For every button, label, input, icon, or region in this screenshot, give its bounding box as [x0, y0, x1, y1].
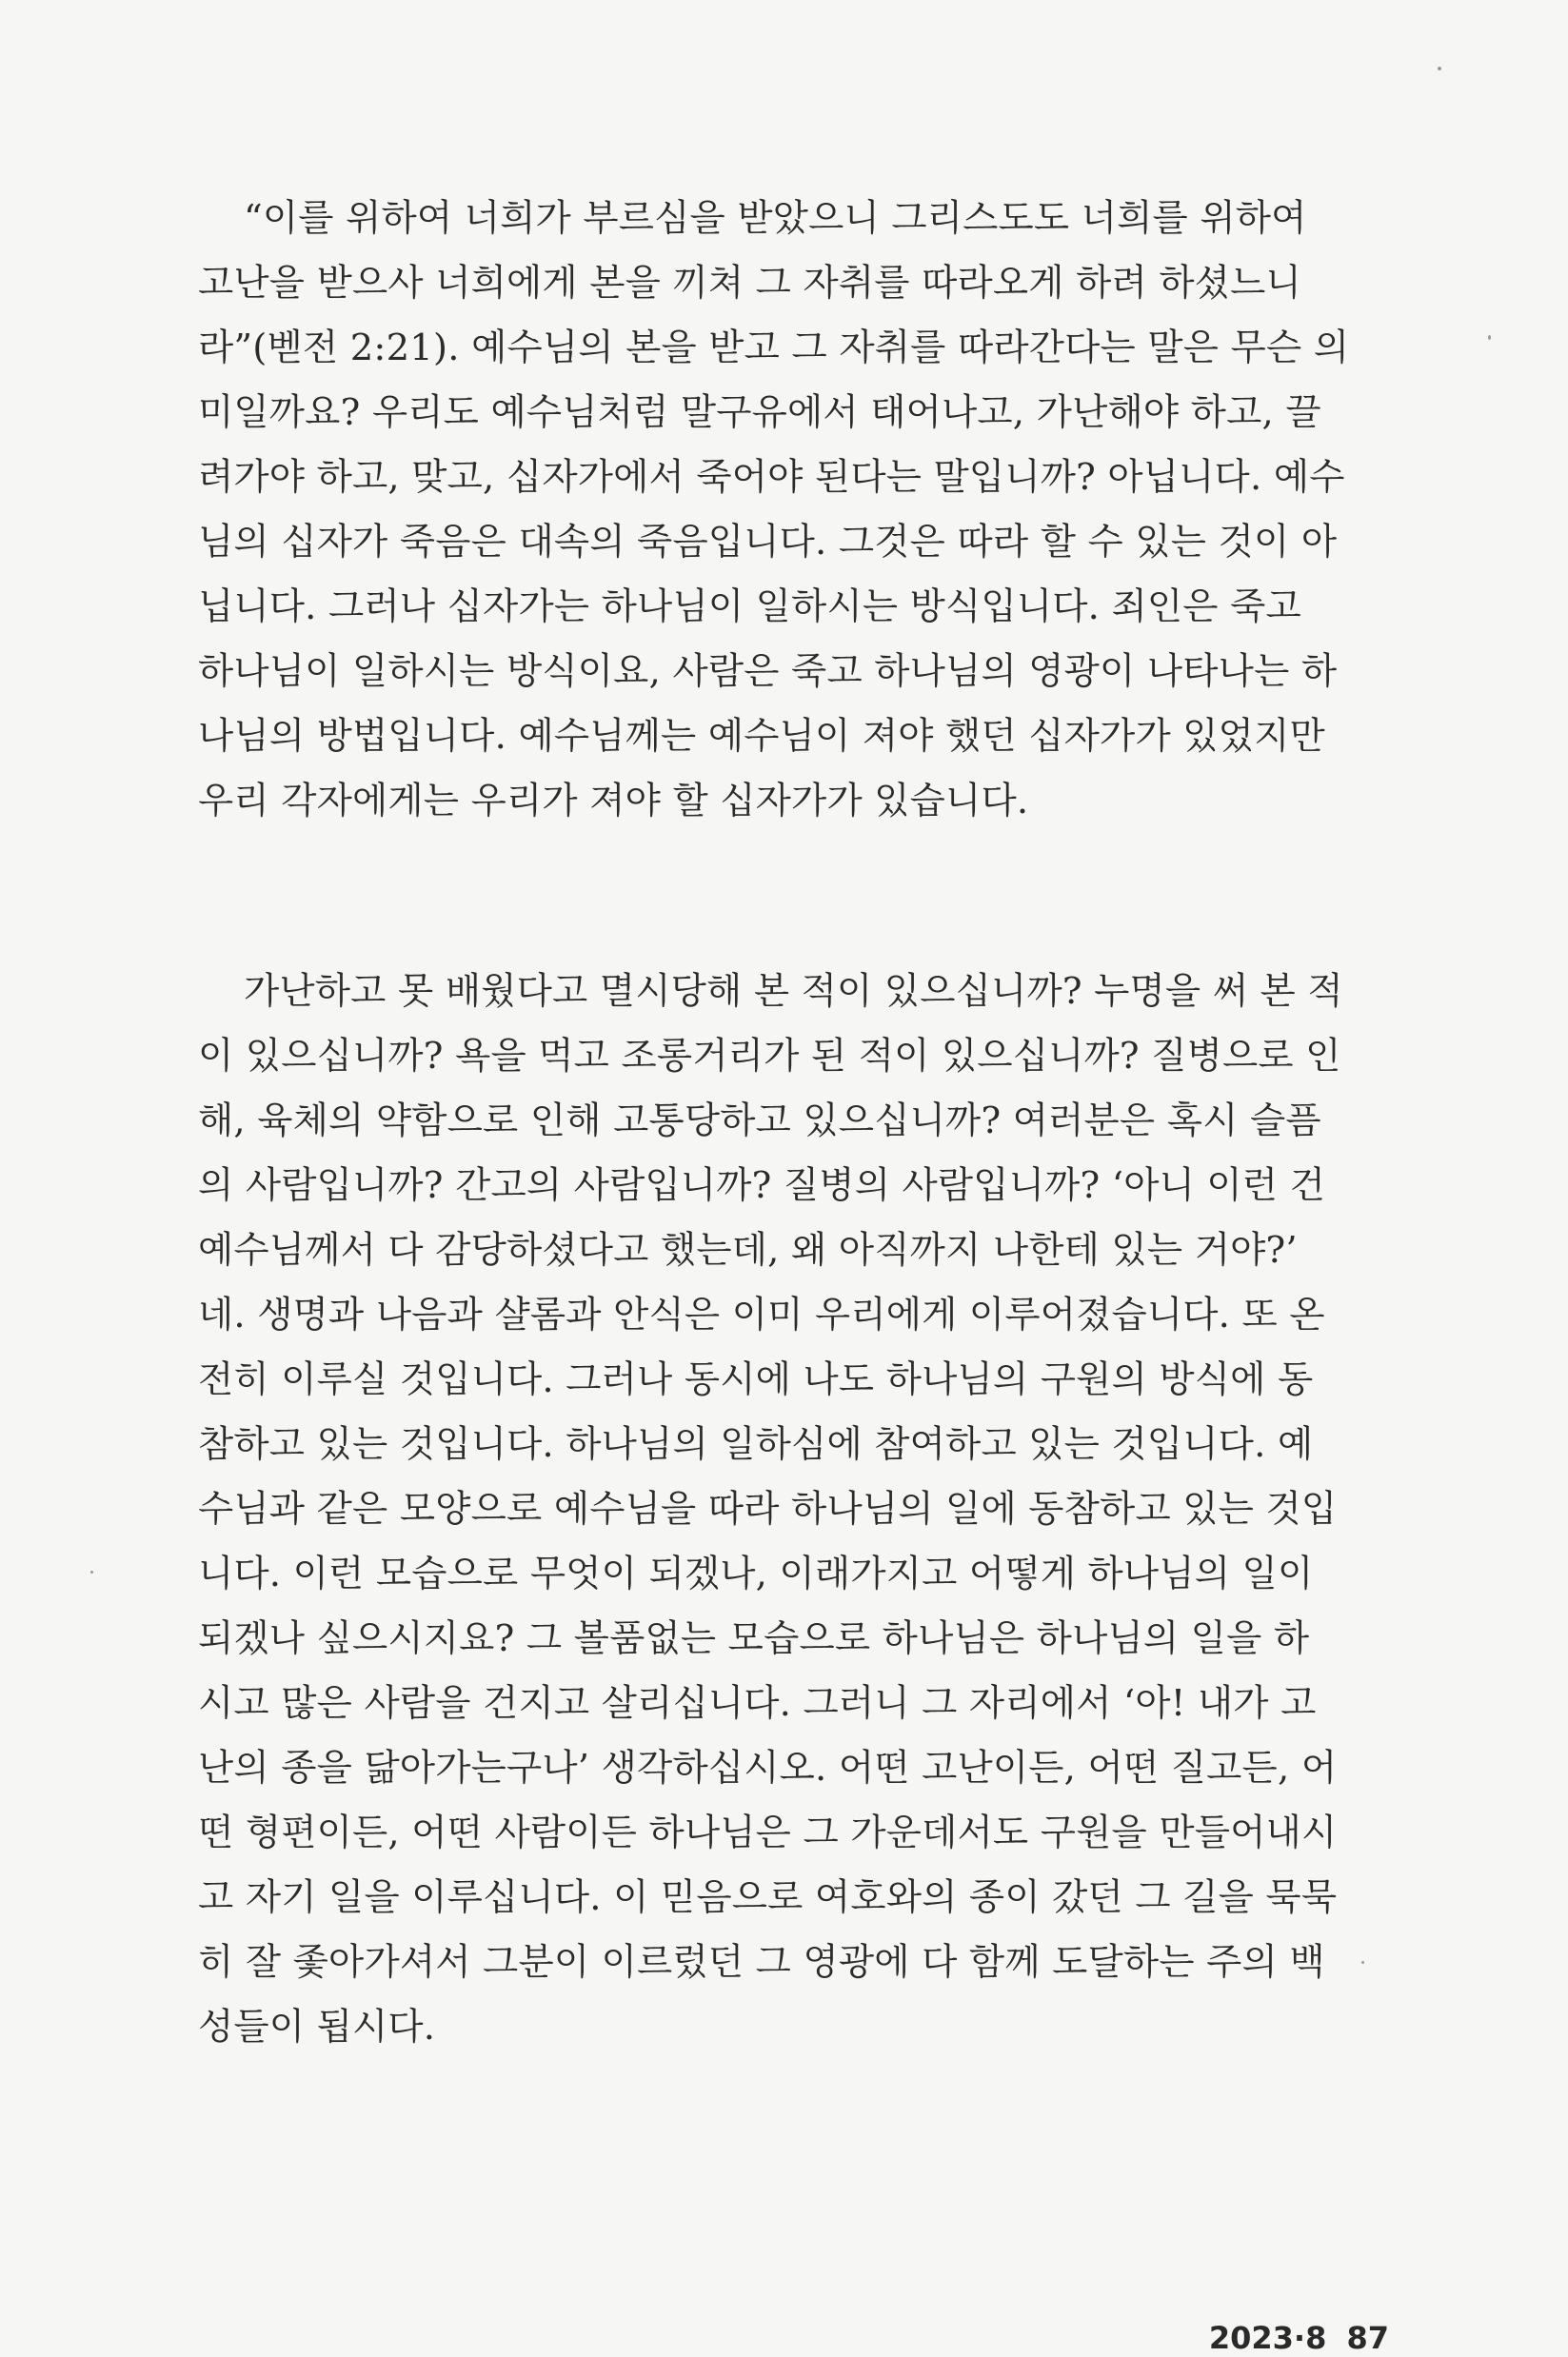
text-line: 우리 각자에게는 우리가 져야 할 십자가가 있습니다.: [198, 780, 1029, 822]
text-line: 수님과 같은 모양으로 예수님을 따라 하나님의 일에 동참하고 있는 것입: [198, 1488, 1338, 1531]
text-line: 시고 많은 사람을 건지고 살리십니다. 그러니 그 자리에서 ‘아! 내가 고: [198, 1682, 1317, 1725]
text-line: 전히 이루실 것입니다. 그러나 동시에 나도 하나님의 구원의 방식에 동: [198, 1358, 1314, 1401]
page-footer: [1209, 2319, 1389, 2357]
scan-speck: [90, 1571, 93, 1574]
scan-speck: [1488, 335, 1491, 340]
text-line: 해, 육체의 약함으로 인해 고통당하고 있으십니까? 여러분은 혹시 슬픔: [198, 1099, 1321, 1142]
text-line: 가난하고 못 배웠다고 멸시당해 본 적이 있으십니까? 누명을 써 본 적: [244, 970, 1343, 1013]
text-line: 난의 종을 닮아가는구나’ 생각하십시오. 어떤 고난이든, 어떤 질고든, 어: [198, 1747, 1338, 1790]
text-line: 되겠나 싶으시지요? 그 볼품없는 모습으로 하나님은 하나님의 일을 하: [198, 1617, 1310, 1660]
page-number: 87: [1346, 2320, 1389, 2356]
scan-speck: [1361, 1961, 1364, 1964]
text-line: 님의 십자가 죽음은 대속의 죽음입니다. 그것은 따라 할 수 있는 것이 아: [198, 521, 1338, 564]
text-line: 이 있으십니까? 욕을 먹고 조롱거리가 된 적이 있으십니까? 질병으로 인: [198, 1035, 1341, 1078]
text-line: 닙니다. 그러나 십자가는 하나님이 일하시는 방식입니다. 죄인은 죽고: [198, 585, 1301, 628]
text-line: 려가야 하고, 맞고, 십자가에서 죽어야 된다는 말입니까? 아닙니다. 예수: [198, 456, 1345, 499]
text-line: “이를 위하여 너희가 부르심을 받았으니 그리스도도 너희를 위하여: [244, 197, 1307, 240]
text-line: 니다. 이런 모습으로 무엇이 되겠나, 이래가지고 어떻게 하나님의 일이: [198, 1553, 1314, 1595]
text-line: 고 자기 일을 이루십니다. 이 믿음으로 여호와의 종이 갔던 그 길을 묵묵: [198, 1876, 1338, 1919]
scan-speck: [1438, 67, 1441, 70]
paragraph-2: [198, 960, 1379, 2060]
text-line: 하나님이 일하시는 방식이요, 사람은 죽고 하나님의 영광이 나타나는 하: [198, 650, 1338, 693]
text-line: 떤 형편이든, 어떤 사람이든 하나님은 그 가운데서도 구원을 만들어내시: [198, 1812, 1338, 1854]
text-line: 네. 생명과 나음과 샬롬과 안식은 이미 우리에게 이루어졌습니다. 또 온: [198, 1294, 1325, 1337]
text-line: 의 사람입니까? 간고의 사람입니까? 질병의 사람입니까? ‘아니 이런 건: [198, 1164, 1326, 1207]
text-line: 고난을 받으사 너희에게 본을 끼쳐 그 자취를 따라오게 하려 하셨느니: [198, 262, 1301, 305]
paragraph-1: [198, 187, 1379, 834]
text-line: 참하고 있는 것입니다. 하나님의 일하심에 참여하고 있는 것입니다. 예: [198, 1423, 1314, 1466]
text-line: 미일까요? 우리도 예수님처럼 말구유에서 태어나고, 가난해야 하고, 끌: [198, 391, 1321, 434]
text-line: 히 잘 좇아가셔서 그분이 이르렀던 그 영광에 다 함께 도달하는 주의 백: [198, 1941, 1325, 1984]
text-line: 예수님께서 다 감당하셨다고 했는데, 왜 아직까지 나한테 있는 거야?’: [198, 1229, 1298, 1272]
text-line: 라”(벧전 2:21). 예수님의 본을 받고 그 자취를 따라간다는 말은 무슨 의: [198, 327, 1350, 369]
issue-date: 2023·8: [1208, 2320, 1327, 2356]
text-line: 나님의 방법입니다. 예수님께는 예수님이 져야 했던 십자가가 있었지만: [198, 715, 1325, 758]
text-line: 성들이 됩시다.: [198, 2006, 436, 2049]
